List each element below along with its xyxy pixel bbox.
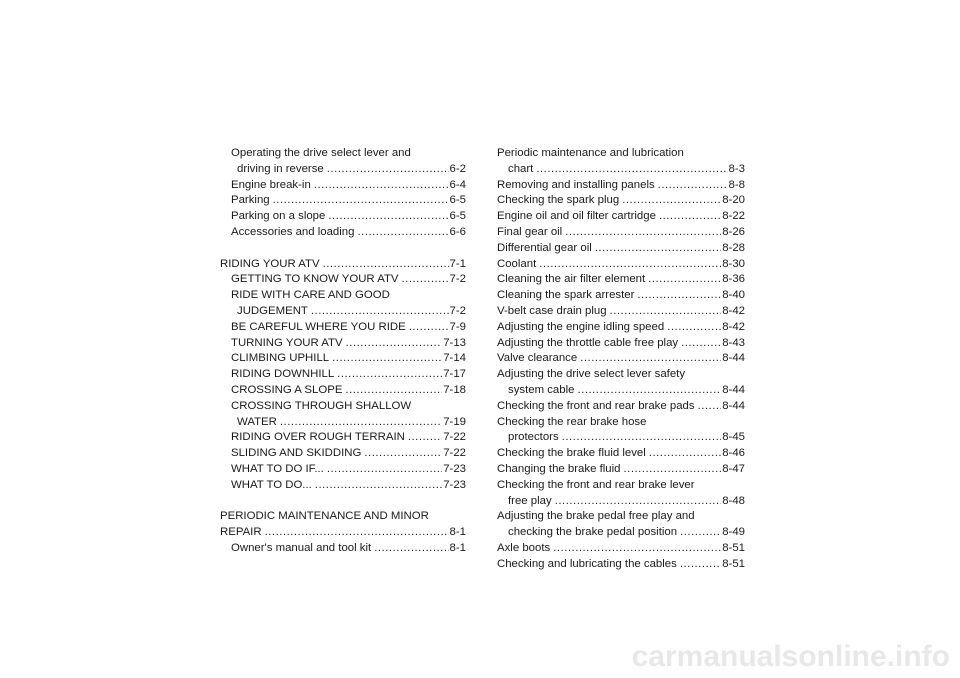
- toc-entry[interactable]: [220, 383, 466, 399]
- toc-page-number: 8-42: [722, 304, 745, 317]
- toc-entry[interactable]: [497, 225, 745, 241]
- toc-entry[interactable]: [497, 525, 745, 541]
- leader-dots: [332, 351, 442, 367]
- toc-page-number: 8-44: [722, 383, 745, 396]
- leader-dots: [402, 272, 449, 288]
- toc-entry[interactable]: [220, 478, 466, 494]
- toc-entry[interactable]: [220, 178, 466, 194]
- toc-entry-title: JUDGEMENT: [237, 304, 308, 317]
- toc-right-column: [497, 146, 745, 573]
- toc-entry-title: Parking: [231, 194, 270, 207]
- toc-entry-title: GETTING TO KNOW YOUR ATV: [231, 273, 399, 286]
- leader-dots: [345, 383, 442, 399]
- toc-entry[interactable]: [497, 288, 745, 304]
- toc-entry-title: SLIDING AND SKIDDING: [231, 447, 362, 460]
- toc-entry[interactable]: [220, 209, 466, 225]
- toc-entry-heading-line: Adjusting the brake pedal free play and: [497, 510, 695, 523]
- leader-dots: [649, 446, 721, 462]
- toc-entry[interactable]: [497, 557, 745, 573]
- toc-page-number: 6-5: [449, 194, 466, 207]
- toc-page-number: 7-22: [443, 447, 466, 460]
- leader-dots: [311, 304, 449, 320]
- toc-entry[interactable]: [497, 209, 745, 225]
- leader-dots: [680, 557, 721, 573]
- toc-entry-title: Checking the brake fluid level: [497, 447, 646, 460]
- toc-entry-title: RIDING YOUR ATV: [220, 257, 320, 270]
- toc-page-number: 8-49: [722, 526, 745, 539]
- toc-page-number: 8-22: [722, 210, 745, 223]
- toc-page-number: 8-20: [722, 194, 745, 207]
- toc-page-number: 7-23: [443, 462, 466, 475]
- leader-dots: [565, 225, 721, 241]
- toc-entry-title: WHAT TO DO...: [231, 478, 312, 491]
- leader-dots: [555, 494, 721, 510]
- toc-entry-heading-line: CROSSING THROUGH SHALLOW: [231, 399, 412, 412]
- leader-dots: [364, 446, 442, 462]
- toc-entry-title: CROSSING A SLOPE: [231, 383, 343, 396]
- toc-entry-title: protectors: [508, 431, 559, 444]
- toc-entry[interactable]: [497, 272, 745, 288]
- toc-entry[interactable]: [220, 304, 466, 320]
- leader-dots: [273, 193, 449, 209]
- toc-page-number: 7-18: [443, 383, 466, 396]
- toc-entry-title: Changing the brake fluid: [497, 462, 621, 475]
- toc-entry-title: WHAT TO DO IF...: [231, 462, 324, 475]
- toc-page-number: 8-30: [722, 257, 745, 270]
- toc-entry[interactable]: [497, 257, 745, 273]
- toc-page-number: 8-51: [722, 557, 745, 570]
- toc-entry[interactable]: [220, 462, 466, 478]
- toc-page-number: 6-5: [449, 210, 466, 223]
- toc-entry-title: Owner's manual and tool kit: [231, 541, 372, 554]
- toc-entry-title: Coolant: [497, 257, 537, 270]
- toc-page-number: 7-14: [443, 352, 466, 365]
- toc-entry-title: Cleaning the spark arrester: [497, 289, 635, 302]
- toc-page-number: 7-1: [449, 257, 466, 270]
- leader-dots: [323, 257, 449, 273]
- toc-page-number: 8-1: [449, 526, 466, 539]
- leader-dots: [623, 462, 721, 478]
- toc-entry[interactable]: [220, 446, 466, 462]
- toc-entry[interactable]: [220, 320, 466, 336]
- leader-dots: [337, 367, 442, 383]
- toc-page-number: 8-51: [722, 541, 745, 554]
- toc-entry-title: Engine oil and oil filter cartridge: [497, 210, 656, 223]
- toc-page-number: 8-40: [722, 289, 745, 302]
- toc-entry[interactable]: [497, 351, 745, 367]
- toc-page-number: 7-2: [449, 273, 466, 286]
- toc-page-number: 7-13: [443, 336, 466, 349]
- toc-entry-title: Checking the spark plug: [497, 194, 620, 207]
- toc-entry[interactable]: [220, 336, 466, 352]
- leader-dots: [265, 525, 449, 541]
- toc-entry-title: Checking and lubricating the cables: [497, 557, 677, 570]
- toc-entry-heading-line: Periodic maintenance and lubrication: [497, 147, 684, 159]
- toc-entry[interactable]: [220, 272, 466, 288]
- toc-entry[interactable]: [497, 541, 745, 557]
- leader-dots: [698, 399, 722, 415]
- toc-page-number: 8-43: [722, 336, 745, 349]
- leader-dots: [610, 304, 722, 320]
- toc-entry-title: checking the brake pedal position: [508, 526, 678, 539]
- toc-entry[interactable]: [220, 193, 466, 209]
- leader-dots: [659, 209, 721, 225]
- toc-entry-heading-line: Adjusting the drive select lever safety: [497, 368, 686, 381]
- toc-entry-title: Differential gear oil: [497, 241, 592, 254]
- toc-entry-title: REPAIR: [220, 526, 262, 539]
- toc-entry-title: Valve clearance: [497, 352, 578, 365]
- leader-dots: [328, 209, 448, 225]
- toc-entry[interactable]: [497, 241, 745, 257]
- leader-dots: [553, 541, 721, 557]
- toc-page-number: 6-4: [449, 178, 466, 191]
- toc-entry[interactable]: [220, 525, 466, 541]
- toc-page-number: 8-44: [722, 352, 745, 365]
- toc-entry[interactable]: [497, 383, 745, 399]
- toc-page-number: 7-2: [449, 304, 466, 317]
- leader-dots: [580, 351, 721, 367]
- toc-entry[interactable]: [497, 336, 745, 352]
- toc-page-number: 7-9: [449, 320, 466, 333]
- toc-page-number: 8-42: [722, 320, 745, 333]
- toc-entry-title: RIDING OVER ROUGH TERRAIN: [231, 431, 405, 444]
- toc-entry-heading-line: RIDE WITH CARE AND GOOD: [231, 289, 390, 302]
- toc-entry[interactable]: [220, 225, 466, 241]
- toc-entry-title: Accessories and loading: [231, 225, 355, 238]
- toc-entry-title: Final gear oil: [497, 225, 563, 238]
- toc-page-number: 7-22: [443, 431, 466, 444]
- toc-entry-title: Axle boots: [497, 541, 551, 554]
- leader-dots: [314, 178, 449, 194]
- toc-page-number: 8-46: [722, 447, 745, 460]
- toc-page-number: 8-3: [728, 162, 745, 175]
- toc-entry[interactable]: [497, 494, 745, 510]
- toc-entry-title: Cleaning the air filter element: [497, 273, 646, 286]
- leader-dots: [681, 336, 721, 352]
- toc-entry-title: Removing and installing panels: [497, 178, 655, 191]
- leader-dots: [680, 525, 721, 541]
- watermark-text: carmanualsonline.info: [631, 640, 950, 673]
- leader-dots: [648, 272, 721, 288]
- toc-page-number: 8-45: [722, 431, 745, 444]
- toc-entry[interactable]: [497, 399, 745, 415]
- toc-page-number: 6-6: [449, 225, 466, 238]
- leader-dots: [536, 162, 727, 178]
- toc-entry[interactable]: [220, 541, 466, 557]
- toc-entry-title: WATER: [237, 415, 277, 428]
- toc-entry-title: Adjusting the throttle cable free play: [497, 336, 679, 349]
- toc-entry[interactable]: [497, 320, 745, 336]
- leader-dots: [539, 257, 721, 273]
- toc-page-number: 8-1: [449, 541, 466, 554]
- leader-dots: [595, 241, 721, 257]
- leader-dots: [374, 541, 448, 557]
- toc-page-number: 8-48: [722, 494, 745, 507]
- leader-dots: [327, 162, 449, 178]
- toc-entry-title: V-belt case drain plug: [497, 304, 607, 317]
- toc-entry-title: free play: [508, 494, 552, 507]
- toc-page-number: 8-44: [722, 399, 745, 412]
- toc-entry[interactable]: [497, 304, 745, 320]
- leader-dots: [577, 383, 721, 399]
- toc-entry[interactable]: [220, 415, 466, 431]
- section-gap: [220, 494, 466, 510]
- toc-left-column: [220, 146, 466, 557]
- toc-entry-title: BE CAREFUL WHERE YOU RIDE: [231, 320, 406, 333]
- toc-entry-heading-line: PERIODIC MAINTENANCE AND MINOR: [220, 510, 429, 523]
- toc-entry-title: Adjusting the engine idling speed: [497, 320, 665, 333]
- toc-page-number: 8-8: [728, 178, 745, 191]
- toc-entry-heading-line: Operating the drive select lever and: [231, 147, 411, 159]
- toc-entry-title: chart: [508, 162, 534, 175]
- toc-entry[interactable]: [220, 257, 466, 273]
- toc-entry-title: driving in reverse: [237, 162, 324, 175]
- toc-entry[interactable]: [497, 193, 745, 209]
- leader-dots: [327, 462, 442, 478]
- leader-dots: [622, 193, 721, 209]
- leader-dots: [408, 430, 442, 446]
- leader-dots: [280, 415, 442, 431]
- toc-entry-heading-line: Checking the front and rear brake lever: [497, 478, 695, 491]
- toc-page-number: 6-2: [449, 162, 466, 175]
- toc-entry[interactable]: [497, 446, 745, 462]
- leader-dots: [409, 320, 449, 336]
- toc-page-number: 7-23: [443, 478, 466, 491]
- toc-entry[interactable]: [497, 162, 745, 178]
- toc-entry-title: CLIMBING UPHILL: [231, 352, 330, 365]
- section-gap: [220, 241, 466, 257]
- toc-entry[interactable]: [497, 178, 745, 194]
- toc-entry-title: Parking on a slope: [231, 210, 326, 223]
- toc-entry[interactable]: [220, 162, 466, 178]
- leader-dots: [658, 178, 728, 194]
- toc-entry-heading-line: Checking the rear brake hose: [497, 415, 647, 428]
- toc-page-number: 8-28: [722, 241, 745, 254]
- leader-dots: [315, 478, 442, 494]
- toc-entry-title: RIDING DOWNHILL: [231, 368, 335, 381]
- leader-dots: [637, 288, 721, 304]
- toc-entry-title: Checking the front and rear brake pads: [497, 399, 695, 412]
- toc-entry[interactable]: [220, 367, 466, 383]
- toc-entry[interactable]: [497, 430, 745, 446]
- toc-page-number: 7-17: [443, 368, 466, 381]
- toc-entry[interactable]: [497, 462, 745, 478]
- toc-entry-title: system cable: [508, 383, 575, 396]
- toc-page-number: 7-19: [443, 415, 466, 428]
- toc-page-number: 8-26: [722, 225, 745, 238]
- toc-page-number: 8-47: [722, 462, 745, 475]
- leader-dots: [562, 430, 722, 446]
- leader-dots: [346, 336, 443, 352]
- toc-entry[interactable]: [220, 351, 466, 367]
- leader-dots: [667, 320, 721, 336]
- toc-page-number: 8-36: [722, 273, 745, 286]
- leader-dots: [357, 225, 448, 241]
- toc-entry-title: Engine break-in: [231, 178, 311, 191]
- toc-entry[interactable]: [220, 430, 466, 446]
- toc-entry-title: TURNING YOUR ATV: [231, 336, 343, 349]
